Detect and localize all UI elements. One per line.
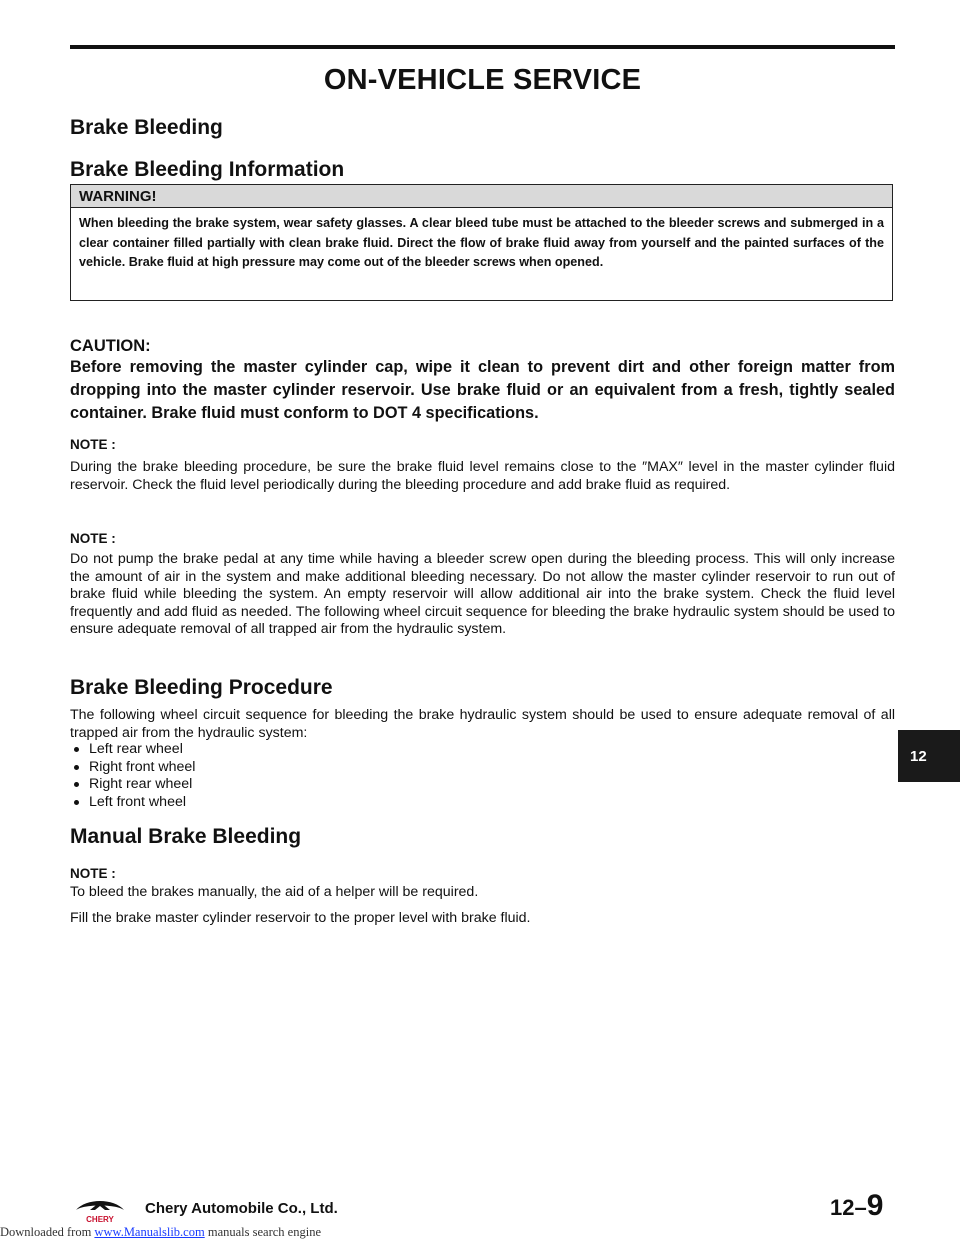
- page-title: ON-VEHICLE SERVICE: [323, 64, 642, 96]
- warning-box: [70, 184, 893, 301]
- caution-text: Before removing the master cylinder cap, wipe it clean to prevent dirt and other foreign matter from dropping into the master cylinder reservoir. Use brake fluid or an equivalent from a fresh, tightly sealed container. Brake fluid must conform to DOT 4 specifications.: [70, 358, 895, 422]
- list-item-text: Left front wheel: [89, 793, 187, 810]
- info-heading: Brake Bleeding Information: [70, 158, 345, 181]
- page-chapter: 12–: [830, 1195, 867, 1220]
- note-label: NOTE :: [70, 866, 116, 881]
- note-text: To bleed the brakes manually, the aid of a helper will be required.: [70, 884, 479, 900]
- caution-label: CAUTION:: [70, 337, 151, 355]
- note-text: During the brake bleeding procedure, be sure the brake fluid level remains close to the ″MAX″ level in the master cylinder fluid reservoir. Check the fluid level periodically during the bleeding procedure and add brake fluid as required.: [70, 459, 895, 493]
- page-num: 9: [866, 1189, 884, 1222]
- list-item-text: Left rear wheel: [89, 741, 183, 757]
- manual-heading: Manual Brake Bleeding: [70, 825, 302, 848]
- procedure-heading: Brake Bleeding Procedure: [70, 676, 333, 699]
- chapter-tab: 12: [898, 730, 960, 782]
- instruction-text: Fill the brake master cylinder reservoir to the proper level with brake fluid.: [70, 910, 531, 926]
- bullet-icon: [74, 747, 79, 752]
- chery-logo-icon: [72, 1198, 128, 1224]
- procedure-intro: The following wheel circuit sequence for bleeding the brake hydraulic system should be used to ensure adequate removal of all trapped air from the hydraulic system:: [70, 707, 895, 741]
- warning-text: When bleeding the brake system, wear safety glasses. A clear bleed tube must be attached to the bleeder screws and submerged in a clear container filled partially with clean brake fluid. Direct the flow of brake fluid away from yourself and the painted surfaces of the vehicle. Brake fluid at high pressure may come out of the bleeder screws when opened.: [79, 216, 884, 270]
- list-item: [70, 794, 195, 812]
- download-notice: [0, 1225, 321, 1240]
- note-text: Do not pump the brake pedal at any time while having a bleeder screw open during the bleeding process. This will only increase the amount of air in the system and make additional bleeding necessary. Do not allow the master cylinder reservoir to run out of brake fluid while bleeding the system. An empty reservoir will allow additional air into the brake system. Check the fluid level frequently and add fluid as needed. The following wheel circuit sequence for bleeding the brake hydraulic system should be used to ensure adequate removal of all trapped air from the hydraulic system.: [70, 551, 895, 638]
- warning-label: WARNING!: [71, 185, 892, 208]
- bullet-icon: [74, 800, 79, 805]
- note-label: NOTE :: [70, 531, 116, 546]
- section-title: Brake Bleeding: [70, 116, 223, 139]
- list-item: [70, 776, 195, 794]
- bullet-icon: [74, 765, 79, 770]
- download-suffix: manuals search engine: [204, 1225, 321, 1239]
- list-item-text: Right front wheel: [89, 758, 196, 775]
- download-prefix: Downloaded from: [0, 1225, 95, 1239]
- header-rule: [70, 45, 895, 49]
- list-item-text: Right rear wheel: [89, 776, 193, 792]
- wheel-sequence-list: [70, 741, 195, 811]
- company-name: Chery Automobile Co., Ltd.: [145, 1200, 338, 1217]
- page-number: [830, 1189, 883, 1223]
- list-item: [70, 741, 195, 759]
- logo-wordmark: CHERY: [86, 1215, 114, 1224]
- manualslib-link[interactable]: www.Manualslib.com: [94, 1225, 205, 1239]
- list-item: [70, 759, 195, 777]
- bullet-icon: [74, 782, 79, 787]
- note-label: NOTE :: [70, 437, 116, 452]
